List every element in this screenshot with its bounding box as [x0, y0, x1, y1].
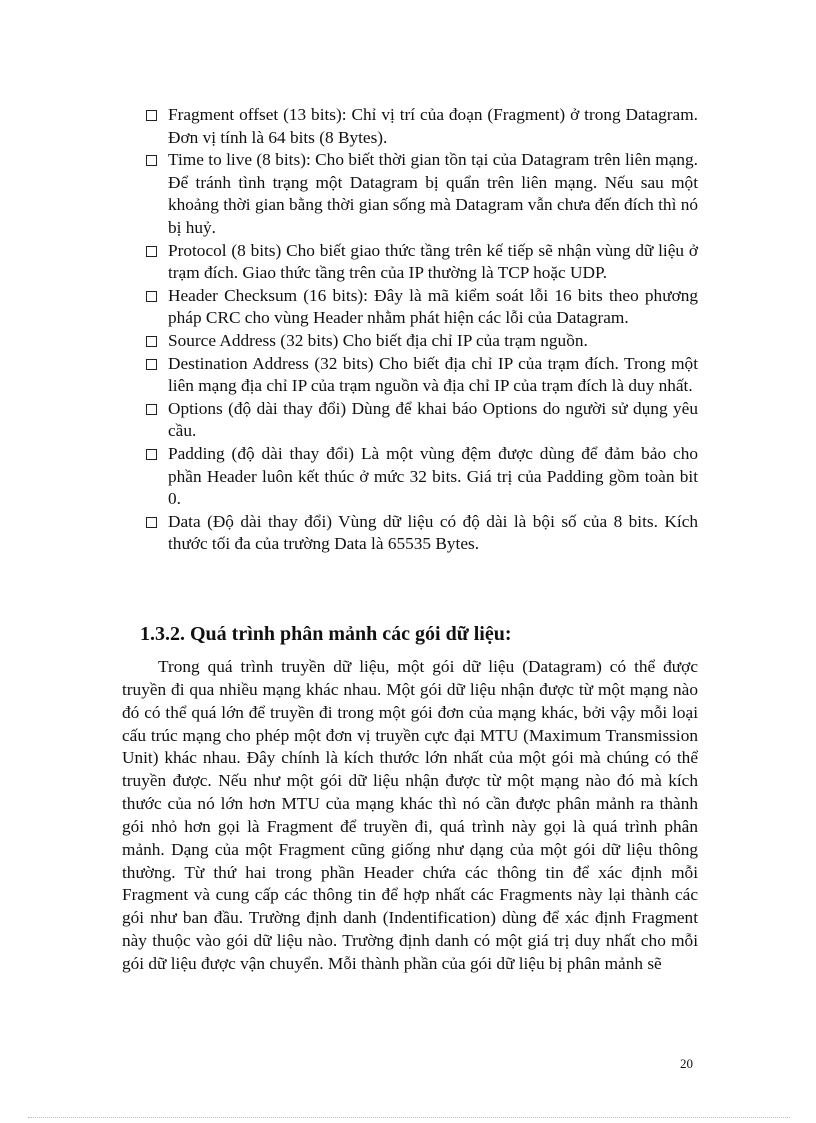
list-item	[146, 398, 698, 443]
checkbox-bullet-icon	[146, 336, 157, 347]
body-paragraph: Trong quá trình truyền dữ liệu, một gói dữ liệu (Datagram) có thể được truyền đi qua nhiều mạng khác nhau. Một gói dữ liệu nhận được từ một mạng nào đó có thể quá lớn để truyền đi trong một gói đơn của mạng khác, bởi vậy mỗi loại cấu trúc mạng cho phép một đơn vị truyền cực đại MTU (Maximum Transmission Unit) khác nhau. Đây chính là kích thước lớn nhất của một gói mà chúng có thể truyền được. Nếu như một gói dữ liệu nhận được từ một mạng nào đó mà kích thước của nó lớn hơn MTU của mạng khác thì nó cần được phân mảnh ra thành gói nhỏ hơn gọi là Fragment để truyền đi, quá trình này gọi là quá trình phân mảnh. Dạng của một Fragment cũng giống như dạng của một gói dữ liệu thông thường. Từ thứ hai trong phần Header chứa các thông tin để xác định mỗi Fragment và cung cấp các thông tin để hợp nhất các Fragments này lại thành các gói như ban đầu. Trường định danh (Indentification) dùng để xác định Fragment này thuộc vào gói dữ liệu nào. Trường định danh có một giá trị duy nhất cho mỗi gói dữ liệu được vận chuyển. Mỗi thành phần của gói dữ liệu bị phân mảnh sẽ	[122, 657, 698, 973]
page-number: 20	[680, 1056, 693, 1071]
checkbox-bullet-icon	[146, 359, 157, 370]
checkbox-bullet-icon	[146, 404, 157, 415]
checkbox-bullet-icon	[146, 291, 157, 302]
checkbox-bullet-icon	[146, 517, 157, 528]
list-item	[146, 511, 698, 556]
list-item	[146, 330, 698, 353]
section-heading: 1.3.2. Quá trình phân mảnh các gói dữ liệu:	[140, 623, 512, 645]
list-item	[146, 104, 698, 149]
footer-divider	[28, 1117, 790, 1118]
list-item-text: Protocol (8 bits) Cho biết giao thức tầng trên kế tiếp sẽ nhận vùng dữ liệu ở trạm đích. Giao thức tầng trên của IP thường là TCP hoặc UDP.	[168, 240, 698, 283]
list-item-text: Destination Address (32 bits) Cho biết địa chỉ IP của trạm đích. Trong một liên mạng địa chỉ IP của trạm nguồn và địa chỉ IP của trạm đích là duy nhất.	[168, 353, 698, 396]
list-item	[146, 443, 698, 511]
checkbox-bullet-icon	[146, 449, 157, 460]
list-item-text: Time to live (8 bits): Cho biết thời gian tồn tại của Datagram trên liên mạng. Để tránh tình trạng một Datagram bị quẩn trên liên mạng. Nếu sau một khoảng thời gian bằng thời gian sống mà Datagram vẫn chưa đến đích thì nó bị huỷ.	[168, 150, 698, 237]
checkbox-bullet-icon	[146, 110, 157, 121]
list-item	[146, 285, 698, 330]
list-item-text: Data (Độ dài thay đổi) Vùng dữ liệu có độ dài là bội số của 8 bits. Kích thước tối đa của trường Data là 65535 Bytes.	[168, 511, 698, 554]
checkbox-bullet-icon	[146, 246, 157, 257]
list-item	[146, 240, 698, 285]
field-description-list	[146, 104, 698, 556]
list-item-text: Source Address (32 bits) Cho biết địa chỉ IP của trạm nguồn.	[168, 330, 588, 350]
list-item-text: Fragment offset (13 bits): Chỉ vị trí của đoạn (Fragment) ở trong Datagram. Đơn vị tính là 64 bits (8 Bytes).	[168, 105, 698, 147]
list-item-text: Header Checksum (16 bits): Đây là mã kiểm soát lỗi 16 bits theo phương pháp CRC cho vùng Header nhằm phát hiện các lỗi của Datagram.	[168, 285, 698, 328]
list-item-text: Options (độ dài thay đổi) Dùng để khai báo Options do người sử dụng yêu cầu.	[168, 398, 698, 441]
list-item	[146, 353, 698, 398]
list-item	[146, 149, 698, 239]
checkbox-bullet-icon	[146, 155, 157, 166]
list-item-text: Padding (độ dài thay đổi) Là một vùng đệm được dùng để đảm bảo cho phần Header luôn kết thúc ở mức 32 bits. Giá trị của Padding gồm toàn bit 0.	[168, 443, 698, 509]
